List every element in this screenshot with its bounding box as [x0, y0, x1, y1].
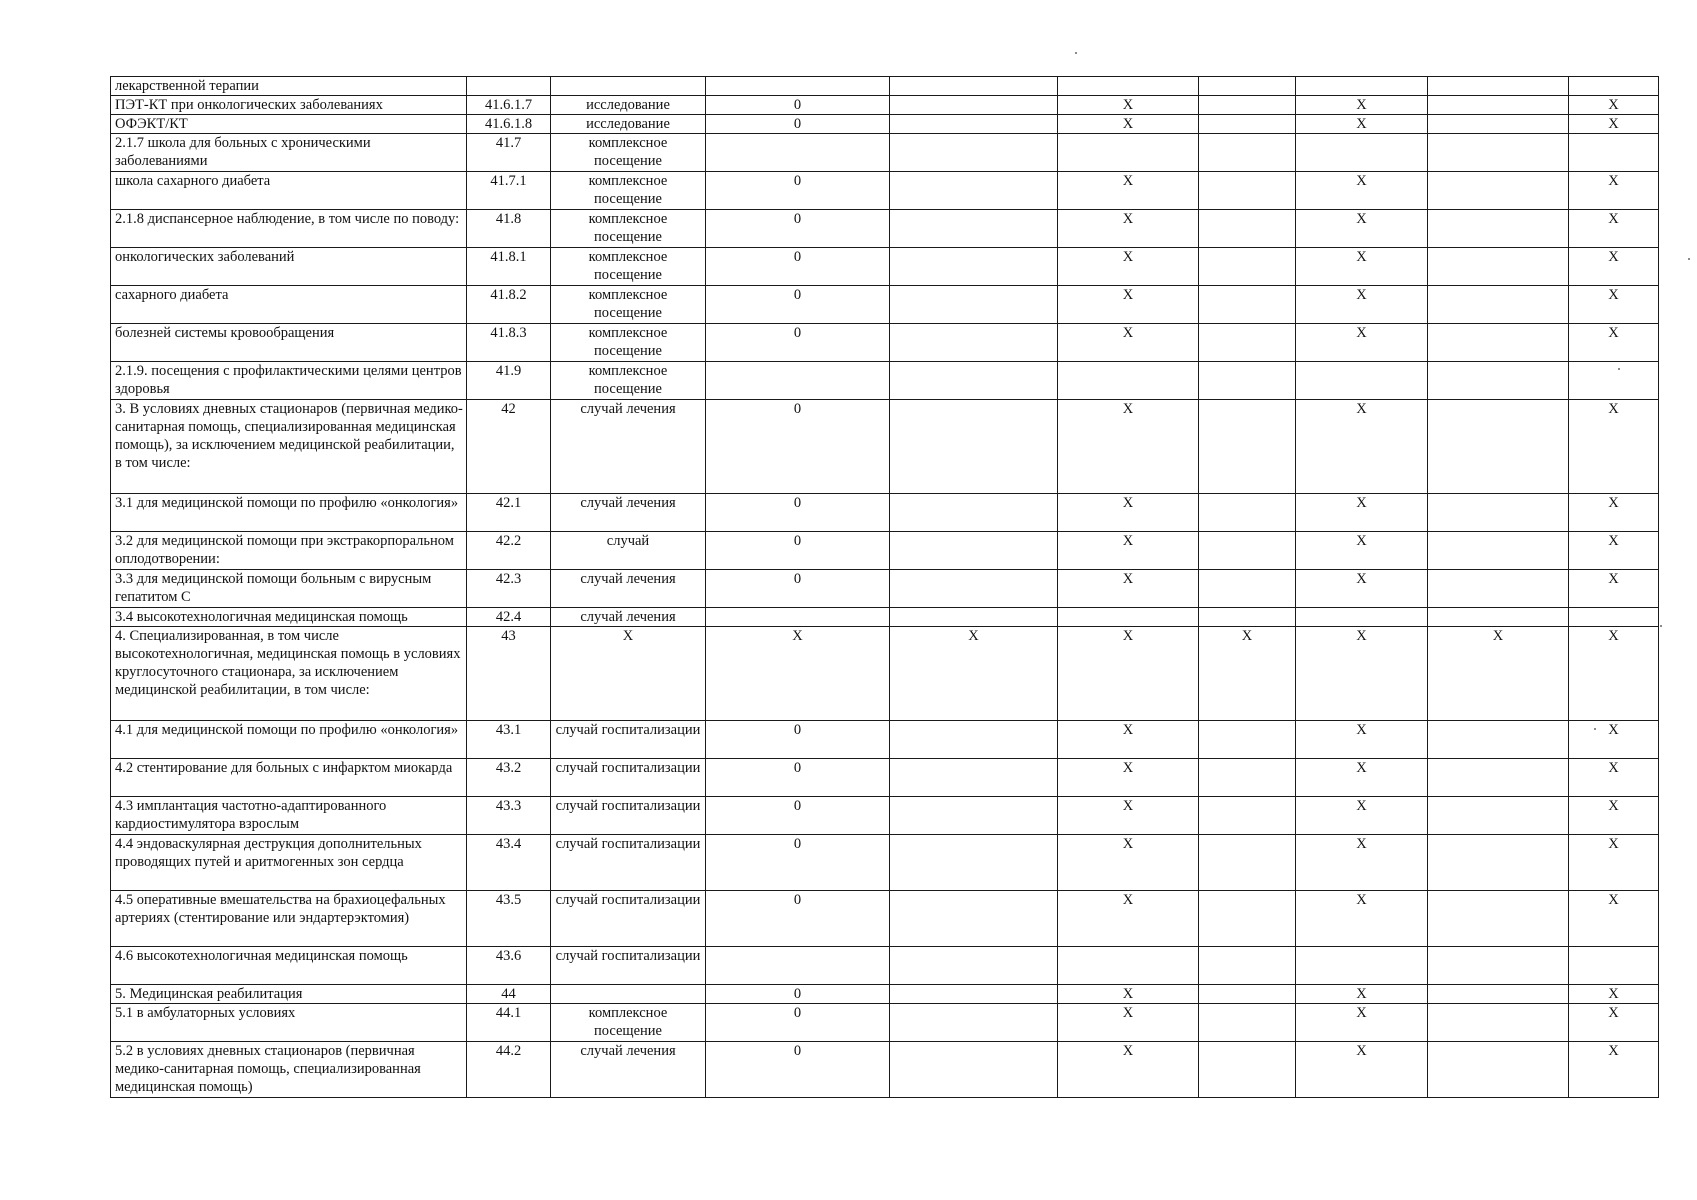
value-cell-col-10: X: [1569, 210, 1659, 248]
value-cell-col-10: X: [1569, 494, 1659, 532]
row-code-cell: 43.2: [467, 759, 551, 797]
row-code-cell: 42: [467, 400, 551, 494]
value-cell-col-10: X: [1569, 248, 1659, 286]
row-unit-cell: случай госпитализации: [551, 721, 706, 759]
table-row: [111, 115, 1659, 134]
value-cell-col-5: [890, 532, 1058, 570]
value-cell-col-10: X: [1569, 627, 1659, 721]
row-code-cell: 41.6.1.7: [467, 96, 551, 115]
row-name-cell: 3.4 высокотехнологичная медицинская помощь: [111, 608, 467, 627]
value-cell-col-7: [1199, 1042, 1296, 1098]
value-cell-col-7: [1199, 115, 1296, 134]
value-cell-col-10: X: [1569, 532, 1659, 570]
value-cell-col-6: [1058, 362, 1199, 400]
value-cell-col-9: [1428, 172, 1569, 210]
row-name-cell: 3.1 для медицинской помощи по профилю «онкология»: [111, 494, 467, 532]
row-code-cell: 41.8: [467, 210, 551, 248]
value-cell-col-4: 0: [706, 835, 890, 891]
row-name-cell: 4.4 эндоваскулярная деструкция дополнительных проводящих путей и аритмогенных зон сердца: [111, 835, 467, 891]
row-code-cell: 44: [467, 985, 551, 1004]
value-cell-col-4: 0: [706, 172, 890, 210]
scan-speck: [1075, 52, 1077, 54]
table-row: [111, 721, 1659, 759]
row-code-cell: 41.8.2: [467, 286, 551, 324]
row-code-cell: [467, 77, 551, 96]
value-cell-col-4: 0: [706, 115, 890, 134]
value-cell-col-5: [890, 759, 1058, 797]
row-name-cell: ПЭТ-КТ при онкологических заболеваниях: [111, 96, 467, 115]
row-name-cell: школа сахарного диабета: [111, 172, 467, 210]
value-cell-col-9: [1428, 797, 1569, 835]
value-cell-col-4: [706, 77, 890, 96]
row-name-cell: 4.2 стентирование для больных с инфарктом миокарда: [111, 759, 467, 797]
value-cell-col-8: X: [1296, 96, 1428, 115]
value-cell-col-10: X: [1569, 1004, 1659, 1042]
value-cell-col-10: X: [1569, 835, 1659, 891]
table-row: [111, 400, 1659, 494]
value-cell-col-6: X: [1058, 721, 1199, 759]
value-cell-col-7: [1199, 286, 1296, 324]
value-cell-col-9: [1428, 77, 1569, 96]
value-cell-col-10: [1569, 947, 1659, 985]
row-unit-cell: случай госпитализации: [551, 891, 706, 947]
value-cell-col-6: X: [1058, 172, 1199, 210]
value-cell-col-5: [890, 77, 1058, 96]
value-cell-col-6: X: [1058, 210, 1199, 248]
value-cell-col-5: [890, 835, 1058, 891]
value-cell-col-5: [890, 248, 1058, 286]
scan-speck: [1594, 728, 1596, 730]
table-row: [111, 947, 1659, 985]
value-cell-col-7: [1199, 96, 1296, 115]
value-cell-col-6: X: [1058, 96, 1199, 115]
value-cell-col-7: [1199, 532, 1296, 570]
row-code-cell: 43.4: [467, 835, 551, 891]
value-cell-col-9: [1428, 248, 1569, 286]
value-cell-col-7: [1199, 891, 1296, 947]
value-cell-col-6: X: [1058, 1004, 1199, 1042]
row-name-cell: 4.1 для медицинской помощи по профилю «онкология»: [111, 721, 467, 759]
row-unit-cell: комплексное посещение: [551, 210, 706, 248]
table-row: [111, 985, 1659, 1004]
value-cell-col-5: [890, 115, 1058, 134]
value-cell-col-6: X: [1058, 115, 1199, 134]
value-cell-col-9: [1428, 1042, 1569, 1098]
value-cell-col-4: [706, 608, 890, 627]
value-cell-col-7: X: [1199, 627, 1296, 721]
value-cell-col-9: [1428, 759, 1569, 797]
scan-speck: [1660, 625, 1662, 627]
value-cell-col-8: X: [1296, 570, 1428, 608]
row-name-cell: сахарного диабета: [111, 286, 467, 324]
value-cell-col-8: [1296, 77, 1428, 96]
row-unit-cell: комплексное посещение: [551, 324, 706, 362]
value-cell-col-6: [1058, 608, 1199, 627]
value-cell-col-8: X: [1296, 835, 1428, 891]
row-name-cell: 5.1 в амбулаторных условиях: [111, 1004, 467, 1042]
row-name-cell: 2.1.9. посещения с профилактическими целями центров здоровья: [111, 362, 467, 400]
value-cell-col-5: [890, 172, 1058, 210]
value-cell-col-9: [1428, 947, 1569, 985]
value-cell-col-7: [1199, 985, 1296, 1004]
value-cell-col-9: [1428, 400, 1569, 494]
value-cell-col-5: [890, 362, 1058, 400]
row-name-cell: онкологических заболеваний: [111, 248, 467, 286]
value-cell-col-4: 0: [706, 324, 890, 362]
value-cell-col-10: X: [1569, 985, 1659, 1004]
row-unit-cell: комплексное посещение: [551, 1004, 706, 1042]
value-cell-col-10: [1569, 77, 1659, 96]
value-cell-col-5: [890, 134, 1058, 172]
value-cell-col-5: [890, 286, 1058, 324]
value-cell-col-9: [1428, 835, 1569, 891]
row-unit-cell: комплексное посещение: [551, 134, 706, 172]
value-cell-col-8: [1296, 608, 1428, 627]
table-row: [111, 891, 1659, 947]
value-cell-col-4: 0: [706, 570, 890, 608]
value-cell-col-4: 0: [706, 532, 890, 570]
table-row: [111, 1004, 1659, 1042]
value-cell-col-4: 0: [706, 96, 890, 115]
value-cell-col-6: X: [1058, 797, 1199, 835]
value-cell-col-5: [890, 96, 1058, 115]
value-cell-col-8: X: [1296, 891, 1428, 947]
value-cell-col-10: X: [1569, 891, 1659, 947]
row-name-cell: 3.3 для медицинской помощи больным с вирусным гепатитом С: [111, 570, 467, 608]
row-unit-cell: случай госпитализации: [551, 947, 706, 985]
value-cell-col-8: X: [1296, 286, 1428, 324]
value-cell-col-5: [890, 797, 1058, 835]
value-cell-col-10: X: [1569, 324, 1659, 362]
value-cell-col-9: [1428, 96, 1569, 115]
row-name-cell: 4. Специализированная, в том числе высокотехнологичная, медицинская помощь в условиях круглосуточного стационара, за исключением медицинской реабилитации, в том числе:: [111, 627, 467, 721]
table-row: [111, 627, 1659, 721]
table-row: [111, 759, 1659, 797]
value-cell-col-7: [1199, 210, 1296, 248]
value-cell-col-5: [890, 570, 1058, 608]
row-name-cell: 4.5 оперативные вмешательства на брахиоцефальных артериях (стентирование или эндартерэктомия): [111, 891, 467, 947]
value-cell-col-7: [1199, 721, 1296, 759]
value-cell-col-8: X: [1296, 721, 1428, 759]
value-cell-col-4: 0: [706, 286, 890, 324]
row-code-cell: 43: [467, 627, 551, 721]
table-row: [111, 248, 1659, 286]
row-name-cell: болезней системы кровообращения: [111, 324, 467, 362]
value-cell-col-6: X: [1058, 286, 1199, 324]
row-code-cell: 42.2: [467, 532, 551, 570]
value-cell-col-5: [890, 210, 1058, 248]
value-cell-col-7: [1199, 77, 1296, 96]
value-cell-col-8: X: [1296, 1042, 1428, 1098]
value-cell-col-7: [1199, 797, 1296, 835]
table-body: [111, 77, 1659, 1098]
value-cell-col-6: X: [1058, 248, 1199, 286]
value-cell-col-4: 0: [706, 400, 890, 494]
value-cell-col-9: [1428, 134, 1569, 172]
table-row: [111, 608, 1659, 627]
row-unit-cell: исследование: [551, 115, 706, 134]
value-cell-col-10: X: [1569, 115, 1659, 134]
row-name-cell: 5.2 в условиях дневных стационаров (первичная медико-санитарная помощь, специализированная медицинская помощь): [111, 1042, 467, 1098]
value-cell-col-6: [1058, 77, 1199, 96]
row-unit-cell: случай госпитализации: [551, 797, 706, 835]
value-cell-col-10: [1569, 608, 1659, 627]
value-cell-col-5: [890, 400, 1058, 494]
row-name-cell: 3. В условиях дневных стационаров (первичная медико-санитарная помощь, специализированная медицинская помощь), за исключением медицинской реабилитации, в том числе:: [111, 400, 467, 494]
row-unit-cell: комплексное посещение: [551, 172, 706, 210]
value-cell-col-4: 0: [706, 248, 890, 286]
value-cell-col-10: X: [1569, 1042, 1659, 1098]
value-cell-col-6: X: [1058, 324, 1199, 362]
value-cell-col-8: X: [1296, 115, 1428, 134]
value-cell-col-9: [1428, 532, 1569, 570]
value-cell-col-7: [1199, 947, 1296, 985]
value-cell-col-8: X: [1296, 248, 1428, 286]
value-cell-col-8: [1296, 362, 1428, 400]
value-cell-col-9: [1428, 721, 1569, 759]
row-code-cell: 41.8.1: [467, 248, 551, 286]
row-code-cell: 42.3: [467, 570, 551, 608]
row-code-cell: 41.8.3: [467, 324, 551, 362]
value-cell-col-7: [1199, 324, 1296, 362]
row-name-cell: 2.1.7 школа для больных с хроническими заболеваниями: [111, 134, 467, 172]
value-cell-col-10: [1569, 362, 1659, 400]
value-cell-col-8: X: [1296, 324, 1428, 362]
row-code-cell: 41.9: [467, 362, 551, 400]
value-cell-col-7: [1199, 400, 1296, 494]
value-cell-col-7: [1199, 1004, 1296, 1042]
document-table: [110, 76, 1659, 1098]
value-cell-col-9: [1428, 115, 1569, 134]
value-cell-col-5: [890, 324, 1058, 362]
table-row: [111, 532, 1659, 570]
value-cell-col-8: X: [1296, 627, 1428, 721]
value-cell-col-7: [1199, 494, 1296, 532]
table-row: [111, 172, 1659, 210]
table-row: [111, 494, 1659, 532]
value-cell-col-6: X: [1058, 400, 1199, 494]
value-cell-col-9: [1428, 608, 1569, 627]
value-cell-col-9: [1428, 891, 1569, 947]
value-cell-col-4: [706, 362, 890, 400]
value-cell-col-7: [1199, 172, 1296, 210]
value-cell-col-10: X: [1569, 570, 1659, 608]
value-cell-col-8: X: [1296, 532, 1428, 570]
value-cell-col-4: X: [706, 627, 890, 721]
row-code-cell: 44.2: [467, 1042, 551, 1098]
row-unit-cell: исследование: [551, 96, 706, 115]
value-cell-col-5: [890, 1004, 1058, 1042]
value-cell-col-4: 0: [706, 1042, 890, 1098]
value-cell-col-8: X: [1296, 172, 1428, 210]
table-row: [111, 324, 1659, 362]
value-cell-col-5: [890, 985, 1058, 1004]
value-cell-col-9: [1428, 286, 1569, 324]
value-cell-col-6: X: [1058, 891, 1199, 947]
value-cell-col-9: [1428, 210, 1569, 248]
row-code-cell: 43.1: [467, 721, 551, 759]
value-cell-col-4: 0: [706, 1004, 890, 1042]
value-cell-col-10: X: [1569, 96, 1659, 115]
row-unit-cell: комплексное посещение: [551, 248, 706, 286]
value-cell-col-6: [1058, 134, 1199, 172]
row-unit-cell: случай лечения: [551, 400, 706, 494]
row-unit-cell: случай госпитализации: [551, 835, 706, 891]
row-name-cell: 4.3 имплантация частотно-адаптированного кардиостимулятора взрослым: [111, 797, 467, 835]
table-row: [111, 1042, 1659, 1098]
value-cell-col-10: [1569, 134, 1659, 172]
value-cell-col-7: [1199, 362, 1296, 400]
row-code-cell: 43.5: [467, 891, 551, 947]
scan-speck: [1688, 258, 1690, 260]
value-cell-col-6: X: [1058, 835, 1199, 891]
table-row: [111, 835, 1659, 891]
row-code-cell: 42.1: [467, 494, 551, 532]
value-cell-col-10: X: [1569, 400, 1659, 494]
value-cell-col-7: [1199, 608, 1296, 627]
value-cell-col-7: [1199, 570, 1296, 608]
row-unit-cell: [551, 77, 706, 96]
table-row: [111, 210, 1659, 248]
value-cell-col-8: [1296, 134, 1428, 172]
value-cell-col-4: 0: [706, 797, 890, 835]
row-name-cell: 5. Медицинская реабилитация: [111, 985, 467, 1004]
value-cell-col-4: 0: [706, 985, 890, 1004]
value-cell-col-6: X: [1058, 570, 1199, 608]
value-cell-col-10: X: [1569, 172, 1659, 210]
value-cell-col-7: [1199, 134, 1296, 172]
value-cell-col-6: X: [1058, 759, 1199, 797]
row-name-cell: 3.2 для медицинской помощи при экстракорпоральном оплодотворении:: [111, 532, 467, 570]
value-cell-col-5: X: [890, 627, 1058, 721]
value-cell-col-8: [1296, 947, 1428, 985]
value-cell-col-5: [890, 1042, 1058, 1098]
table-row: [111, 286, 1659, 324]
value-cell-col-8: X: [1296, 759, 1428, 797]
value-cell-col-8: X: [1296, 210, 1428, 248]
row-code-cell: 43.3: [467, 797, 551, 835]
table-row: [111, 134, 1659, 172]
row-code-cell: 41.7.1: [467, 172, 551, 210]
table-row: [111, 77, 1659, 96]
value-cell-col-6: X: [1058, 494, 1199, 532]
value-cell-col-9: [1428, 362, 1569, 400]
value-cell-col-10: X: [1569, 759, 1659, 797]
row-name-cell: 2.1.8 диспансерное наблюдение, в том числе по поводу:: [111, 210, 467, 248]
value-cell-col-4: 0: [706, 494, 890, 532]
table-row: [111, 797, 1659, 835]
value-cell-col-9: [1428, 494, 1569, 532]
row-code-cell: 44.1: [467, 1004, 551, 1042]
value-cell-col-7: [1199, 759, 1296, 797]
value-cell-col-8: X: [1296, 400, 1428, 494]
value-cell-col-8: X: [1296, 797, 1428, 835]
row-unit-cell: случай: [551, 532, 706, 570]
value-cell-col-7: [1199, 835, 1296, 891]
row-code-cell: 41.7: [467, 134, 551, 172]
value-cell-col-6: X: [1058, 985, 1199, 1004]
value-cell-col-4: 0: [706, 721, 890, 759]
value-cell-col-6: X: [1058, 1042, 1199, 1098]
value-cell-col-10: X: [1569, 286, 1659, 324]
row-unit-cell: случай лечения: [551, 1042, 706, 1098]
value-cell-col-9: X: [1428, 627, 1569, 721]
table-row: [111, 570, 1659, 608]
row-unit-cell: случай лечения: [551, 570, 706, 608]
row-unit-cell: случай лечения: [551, 608, 706, 627]
value-cell-col-4: 0: [706, 210, 890, 248]
row-name-cell: ОФЭКТ/КТ: [111, 115, 467, 134]
value-cell-col-5: [890, 494, 1058, 532]
value-cell-col-9: [1428, 324, 1569, 362]
value-cell-col-9: [1428, 570, 1569, 608]
value-cell-col-7: [1199, 248, 1296, 286]
value-cell-col-6: X: [1058, 532, 1199, 570]
value-cell-col-8: X: [1296, 985, 1428, 1004]
row-code-cell: 41.6.1.8: [467, 115, 551, 134]
row-unit-cell: случай лечения: [551, 494, 706, 532]
value-cell-col-8: X: [1296, 1004, 1428, 1042]
value-cell-col-8: X: [1296, 494, 1428, 532]
row-code-cell: 43.6: [467, 947, 551, 985]
value-cell-col-5: [890, 947, 1058, 985]
row-name-cell: лекарственной терапии: [111, 77, 467, 96]
value-cell-col-6: [1058, 947, 1199, 985]
row-unit-cell: комплексное посещение: [551, 286, 706, 324]
value-cell-col-4: [706, 947, 890, 985]
value-cell-col-10: X: [1569, 721, 1659, 759]
scan-speck: [1618, 368, 1620, 370]
value-cell-col-6: X: [1058, 627, 1199, 721]
value-cell-col-5: [890, 891, 1058, 947]
row-unit-cell: комплексное посещение: [551, 362, 706, 400]
value-cell-col-4: 0: [706, 759, 890, 797]
row-unit-cell: X: [551, 627, 706, 721]
row-unit-cell: случай госпитализации: [551, 759, 706, 797]
value-cell-col-5: [890, 721, 1058, 759]
row-name-cell: 4.6 высокотехнологичная медицинская помощь: [111, 947, 467, 985]
table-row: [111, 362, 1659, 400]
value-cell-col-9: [1428, 1004, 1569, 1042]
row-unit-cell: [551, 985, 706, 1004]
value-cell-col-9: [1428, 985, 1569, 1004]
row-code-cell: 42.4: [467, 608, 551, 627]
value-cell-col-4: [706, 134, 890, 172]
value-cell-col-4: 0: [706, 891, 890, 947]
table-row: [111, 96, 1659, 115]
value-cell-col-5: [890, 608, 1058, 627]
value-cell-col-10: X: [1569, 797, 1659, 835]
